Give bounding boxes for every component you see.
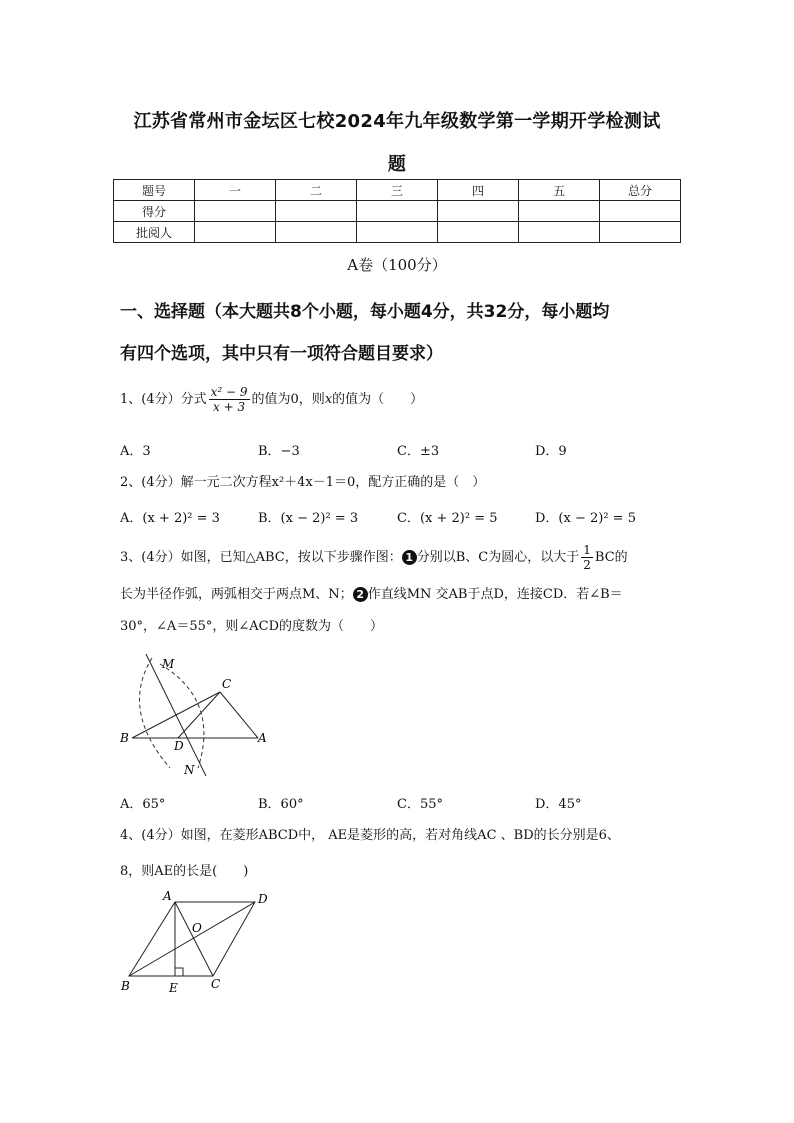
label-b: B [121,979,130,993]
q1-option-c[interactable]: C．±3 [397,444,440,459]
score-header-cell: 总分 [600,180,681,201]
score-cell[interactable] [600,222,681,243]
label-m: M [162,657,175,671]
question-3-line2 [120,583,623,602]
q1-prefix: 1、(4分）分式 [120,392,207,407]
step-2-circled-number: 2 [353,587,368,602]
score-table-header-row [114,180,681,201]
question-1-stem [120,385,423,414]
q2-option-b[interactable]: B．(x − 2)² = 3 [258,511,359,526]
score-cell[interactable] [519,201,600,222]
score-cell[interactable] [438,222,519,243]
q1-option-a[interactable]: A．3 [120,444,151,459]
part1-heading-line1: 一、选择题（本大题共8个小题，每小题4分，共32分，每小题均 [120,302,610,322]
score-cell[interactable] [600,201,681,222]
score-row-label: 批阅人 [114,222,195,243]
diagonal-bd [129,902,255,976]
score-cell[interactable] [357,222,438,243]
q3-option-a[interactable]: A．65° [120,797,166,812]
score-header-cell: 题号 [114,180,195,201]
label-o: O [192,921,202,935]
score-table [113,179,681,243]
score-cell[interactable] [276,201,357,222]
part1-heading-line2: 有四个选项，其中只有一项符合题目要求） [120,344,443,364]
score-header-cell: 三 [357,180,438,201]
score-cell[interactable] [519,222,600,243]
arc-left [140,658,170,768]
label-e: E [169,981,178,995]
q3-half-denominator: 2 [583,558,591,572]
label-a: A [258,731,267,745]
question-3-line3: 30°，∠A＝55°，则∠ACD的度数为（ ） [120,619,384,634]
label-d: D [174,739,184,753]
score-cell[interactable] [195,201,276,222]
score-cell[interactable] [357,201,438,222]
q3-line1-b: 分别以B、C为圆心，以大于 [416,550,580,565]
question-4-line2: 8，则AE的长是( ) [120,864,249,879]
q3-option-b[interactable]: B．60° [258,797,304,812]
score-cell[interactable] [438,201,519,222]
label-c: C [222,677,232,691]
question-2-stem: 2、(4分）解一元二次方程x²＋4x－1＝0，配方正确的是（ ） [120,475,486,490]
q1-variable: x [324,392,333,407]
exam-title-line1: 江苏省常州市金坛区七校2024年九年级数学第一学期开学检测试 [133,111,661,132]
score-cell[interactable] [276,222,357,243]
q1-frac-numerator: x² − 9 [210,385,248,399]
q3-line2-b: 作直线MN 交AB于点D，连接CD．若∠B＝ [367,587,623,602]
q3-line2-a: 长为半径作弧，两弧相交于两点M、N； [120,587,353,602]
line-mn [146,654,206,776]
q2-option-c[interactable]: C．(x + 2)² = 5 [397,511,498,526]
q3-line1-c: BC的 [594,550,628,565]
section-a-heading: A卷（100分） [347,256,447,274]
exam-title-line2: 题 [387,154,407,175]
label-c: C [211,977,221,991]
score-cell[interactable] [195,222,276,243]
right-angle-mark [175,968,183,976]
q1-fraction [209,385,250,414]
segment-ca [220,692,258,738]
score-header-cell: 五 [519,180,600,201]
label-n: N [184,763,195,777]
diagonal-ac [175,902,213,976]
q1-option-b[interactable]: B．−3 [258,444,300,459]
question-3-line1 [120,543,628,572]
step-1-circled-number: 1 [402,550,417,565]
score-header-cell: 一 [195,180,276,201]
score-table-row [114,201,681,222]
label-b: B [120,731,129,745]
label-a: A [163,889,172,903]
score-table-row [114,222,681,243]
q3-triangle-figure [110,650,280,780]
q3-option-c[interactable]: C．55° [397,797,443,812]
q2-option-a[interactable]: A．(x + 2)² = 3 [120,511,220,526]
q3-half-fraction [581,543,593,572]
q1-option-d[interactable]: D．9 [535,444,567,459]
score-row-label: 得分 [114,201,195,222]
q3-half-numerator: 1 [583,543,591,557]
q3-line1-a: 3、(4分）如图，已知△ABC，按以下步骤作图： [120,550,402,565]
q2-option-d[interactable]: D．(x − 2)² = 5 [535,511,636,526]
score-header-cell: 四 [438,180,519,201]
q1-suffix-a: 的值为0，则 [251,392,325,407]
q1-suffix-b: 的值为（ ） [332,392,424,407]
q3-option-d[interactable]: D．45° [535,797,582,812]
q4-rhombus-figure [115,888,280,998]
question-4-line1: 4、(4分）如图，在菱形ABCD中， AE是菱形的高，若对角线AC 、BD的长分别是6、 [120,828,620,843]
q1-frac-denominator: x + 3 [213,400,246,414]
score-header-cell: 二 [276,180,357,201]
label-d: D [258,892,268,906]
